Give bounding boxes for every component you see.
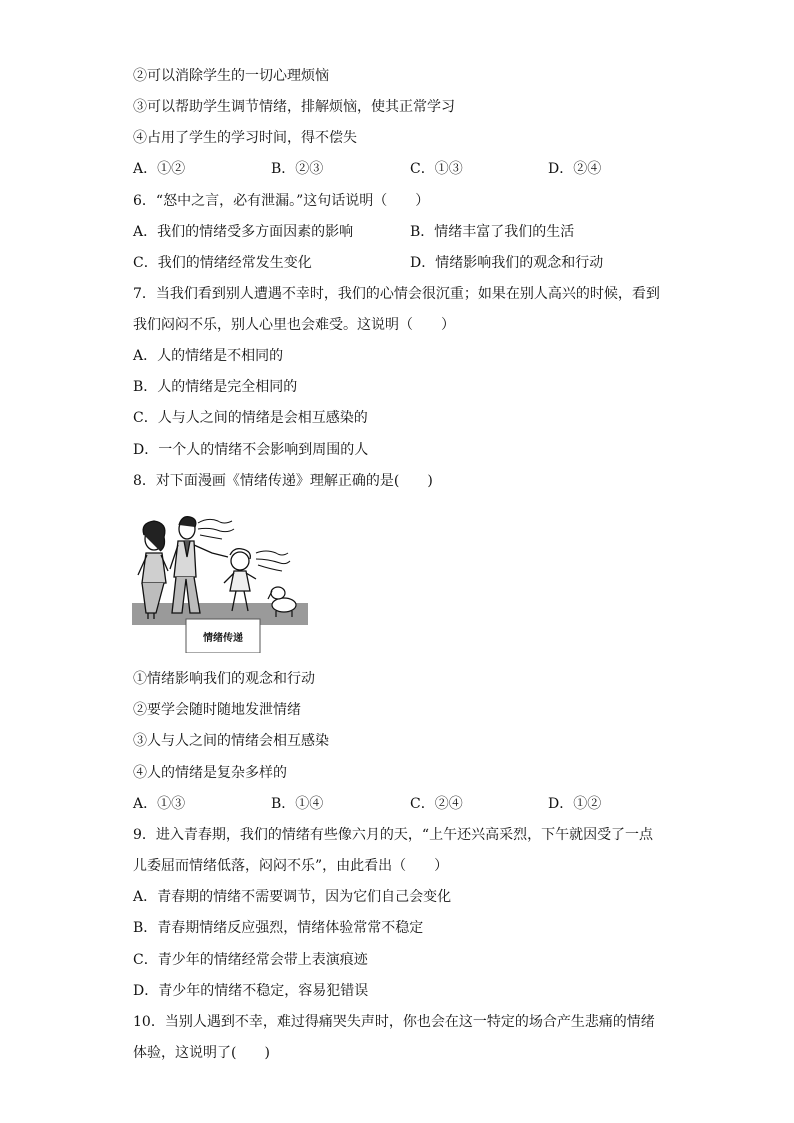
q8-option-b[interactable]: B．①④ (271, 796, 324, 812)
q8-option-c[interactable]: C．②④ (410, 796, 463, 812)
q8-option-d[interactable]: D．①② (548, 796, 602, 812)
q6-option-b[interactable]: B．情绪丰富了我们的生活 (410, 224, 575, 240)
q7-option-a[interactable]: A．人的情绪是不相同的 (133, 348, 284, 364)
q8-item-3: ③人与人之间的情绪会相互感染 (133, 733, 329, 749)
q8-item-4: ④人的情绪是复杂多样的 (133, 765, 287, 781)
q7-stem-line1: 7．当我们看到别人遭遇不幸时，我们的心情会很沉重；如果在别人高兴的时候，看到 (133, 286, 660, 302)
q5-option-a[interactable]: A．①② (133, 161, 186, 177)
q7-stem-line2: 我们闷闷不乐，别人心里也会难受。这说明（ ） (133, 317, 455, 333)
q6-stem: 6．“怒中之言，必有泄漏。”这句话说明（ ） (133, 193, 430, 209)
q8-stem: 8．对下面漫画《情绪传递》理解正确的是( ) (133, 473, 433, 489)
q5-option-d[interactable]: D．②④ (548, 161, 602, 177)
q6-option-c[interactable]: C．我们的情绪经常发生变化 (133, 255, 312, 271)
q9-stem-line2: 儿委屈而情绪低落，闷闷不乐”，由此看出（ ） (133, 858, 449, 874)
q9-option-a[interactable]: A．青春期的情绪不需要调节，因为它们自己会变化 (133, 889, 452, 905)
q5-item-4: ④占用了学生的学习时间，得不偿失 (133, 130, 357, 146)
q5-option-b[interactable]: B．②③ (271, 161, 324, 177)
cartoon-illustration (132, 513, 310, 653)
q8-item-2: ②要学会随时随地发泄情绪 (133, 702, 301, 718)
q5-item-3: ③可以帮助学生调节情绪，排解烦恼，使其正常学习 (133, 99, 455, 115)
q5-item-2: ②可以消除学生的一切心理烦恼 (133, 68, 329, 84)
cartoon-caption: 情绪传递 (203, 633, 243, 644)
q7-option-b[interactable]: B．人的情绪是完全相同的 (133, 379, 298, 395)
q9-option-d[interactable]: D．青少年的情绪不稳定，容易犯错误 (133, 983, 369, 999)
q8-option-a[interactable]: A．①③ (133, 796, 186, 812)
q9-option-b[interactable]: B．青春期情绪反应强烈，情绪体验常常不稳定 (133, 920, 424, 936)
q6-option-d[interactable]: D．情绪影响我们的观念和行动 (410, 255, 604, 271)
q9-stem-line1: 9．进入青春期，我们的情绪有些像六月的天，“上午还兴高采烈，下午就因受了一点 (133, 827, 654, 843)
emotion-transfer-cartoon (132, 513, 310, 653)
q8-item-1: ①情绪影响我们的观念和行动 (133, 671, 315, 687)
q5-option-c[interactable]: C．①③ (410, 161, 463, 177)
q10-stem-line1: 10．当别人遇到不幸，难过得痛哭失声时，你也会在这一特定的场合产生悲痛的情绪 (133, 1014, 655, 1030)
q10-stem-line2: 体验，这说明了( ) (133, 1045, 270, 1061)
q9-option-c[interactable]: C．青少年的情绪经常会带上表演痕迹 (133, 952, 368, 968)
q7-option-d[interactable]: D．一个人的情绪不会影响到周围的人 (133, 442, 369, 458)
q6-option-a[interactable]: A．我们的情绪受多方面因素的影响 (133, 224, 354, 240)
q7-option-c[interactable]: C．人与人之间的情绪是会相互感染的 (133, 410, 368, 426)
